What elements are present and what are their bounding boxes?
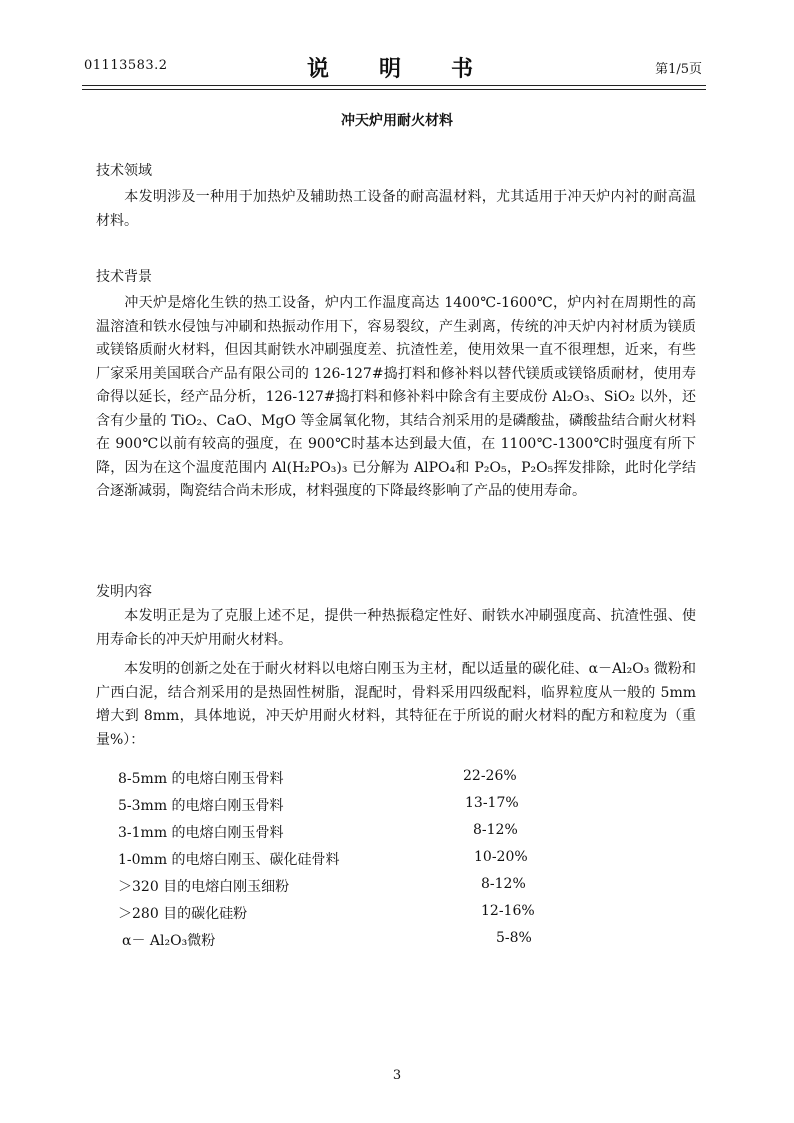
formula-row-value: 12-16% [481,903,535,919]
document-type-title: 说 明 书 [306,56,487,82]
heading-background: 技术背景 [96,269,152,285]
formula-row-label: 8-5mm 的电熔白刚玉骨料 [118,771,284,787]
paragraph-text: 本发明的创新之处在于耐火材料以电熔白刚玉为主材，配以适量的碳化硅、α－Al₂O₃ 微粉和广西白泥，结合剂采用的是热固性树脂，混配时，骨料采用四级配料，临界粒度从一般的 5mm 增大到 8mm，具体地说，冲天炉用耐火材料，其特征在于所说的耐火材料的配方和粒度为（重量%）： [96,661,696,748]
formula-row-value: 8-12% [473,822,518,838]
paragraph-text: 本发明正是为了克服上述不足，提供一种热振稳定性好、耐铁水冲刷强度高、抗渣性强、使用寿命长的冲天炉用耐火材料。 [96,608,696,648]
invention-title: 冲天炉用耐火材料 [341,113,453,129]
page-number: 3 [392,1068,402,1083]
heading-technical-field: 技术领域 [96,163,152,179]
formula-row-label: ＞320 目的电熔白刚玉细粉 [118,879,290,895]
formula-row-label: α－ Al₂O₃微粉 [122,933,216,949]
formula-row-value: 13-17% [465,795,519,811]
formula-row-label: ＞280 目的碳化硅粉 [118,906,248,922]
formula-row-value: 8-12% [481,876,526,892]
paragraph-text: 本发明涉及一种用于加热炉及辅助热工设备的耐高温材料，尤其适用于冲天炉内衬的耐高温材料。 [96,189,696,229]
paragraph-text: 冲天炉是熔化生铁的热工设备，炉内工作温度高达 1400℃-1600℃，炉内衬在周期性的高温溶渣和铁水侵蚀与冲刷和热振动作用下，容易裂纹，产生剥离，传统的冲天炉内衬材质为镁质或镁铬质耐火材料，但因其耐铁水冲刷强度差、抗渣性差，使用效果一直不很理想，近来，有些厂家采用美国联合产品有限公司的 126-127#捣打料和修补料以替代镁质或镁铬质耐材，使用寿命得以延长，经产品分析，126-127#捣打料和修补料中除含有主要成份 Al₂O₃、SiO₂ 以外，还含有少量的 TiO₂、CaO、MgO 等金属氧化物，其结合剂采用的是磷酸盐，磷酸盐结合耐火材料在 900℃以前有较高的强度，在 900℃时基本达到最大值，在 1100℃-1300℃时强度有所下降，因为在这个温度范围内 Al(H₂PO₃)₃ 已分解为 AlPO₄和 P₂O₅，P₂O₅挥发排除，此时化学结合逐渐减弱，陶瓷结合尚未形成，材料强度的下降最终影响了产品的使用寿命。 [96,295,696,499]
document-number: 01113583.2 [84,58,168,73]
paragraph-technical-field [96,186,696,233]
formula-row-value: 10-20% [474,849,528,865]
formula-row-value: 22-26% [463,768,517,784]
formula-row-label: 1-0mm 的电熔白刚玉、碳化硅骨料 [118,852,340,868]
paragraph-invention-1 [96,605,696,652]
header-rule-bottom [82,89,706,90]
formula-row-label: 3-1mm 的电熔白刚玉骨料 [118,825,284,841]
formula-row-label: 5-3mm 的电熔白刚玉骨料 [118,798,284,814]
page-indicator: 第1/5页 [655,62,702,77]
formula-row-value: 5-8% [496,930,532,946]
heading-invention-content: 发明内容 [96,584,152,600]
header-rule-top [82,85,706,86]
paragraph-background [96,292,696,504]
paragraph-invention-2 [96,658,696,752]
